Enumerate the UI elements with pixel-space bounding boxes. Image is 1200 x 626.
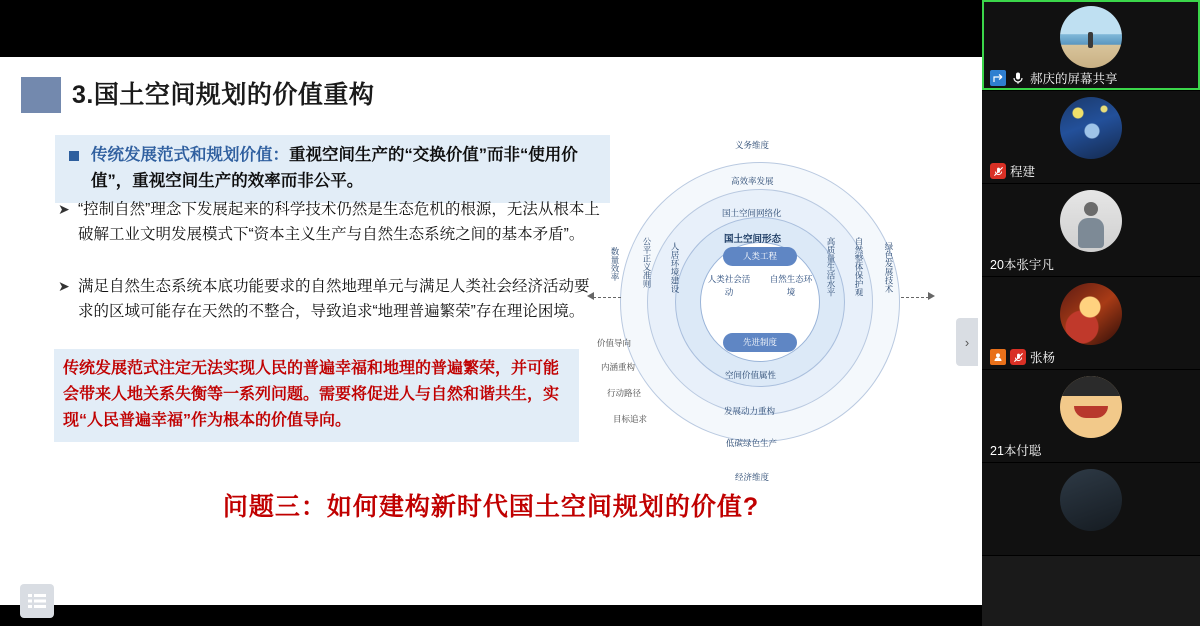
participant-name-row-2: [982, 255, 1200, 273]
question-heading: 问题三：如何建构新时代国土空间规划的价值?: [222, 493, 760, 521]
participant-tile-2[interactable]: [982, 184, 1200, 277]
diagram-top-axis-label: 义务维度: [735, 140, 770, 150]
diagram-core-left: 人类社会活动: [707, 274, 751, 297]
diagram-core-top: 人类工程: [723, 247, 797, 266]
highlight-box-text: [91, 143, 600, 194]
diagram-annotation-3: 目标追求: [613, 414, 648, 424]
diagram-left-arrow-icon: [587, 292, 594, 300]
avatar: [1060, 6, 1122, 68]
bullet-item-1-text: “控制自然”理念下发展起来的科学技术仍然是生态危机的根源，无法从根本上破解工业文明发展模式下“资本主义生产与自然生态系统之间的基本矛盾”。: [78, 201, 600, 244]
avatar: [1060, 283, 1122, 345]
diagram-label-2: 国土空间形态: [724, 234, 782, 245]
screen-share-icon: [990, 70, 1006, 86]
host-badge-icon: [990, 349, 1006, 365]
avatar: [1060, 469, 1122, 531]
diagram-label-1: 国土空间网络化: [722, 208, 782, 218]
participant-name-1: 程建: [1010, 165, 1036, 179]
participant-strip[interactable]: [982, 0, 1200, 626]
diagram-right-label-0: 高质量生活水平: [826, 237, 836, 297]
slide-content: [10, 57, 972, 605]
arrow-bullet-icon: ➤: [58, 278, 70, 294]
participant-name-row-4: [982, 441, 1200, 459]
participant-name-row-0: [982, 69, 1200, 87]
bullet-item-1: [58, 197, 603, 247]
participant-tile-1[interactable]: [982, 91, 1200, 184]
presentation-slide: [0, 57, 982, 605]
list-icon: [28, 594, 46, 608]
participant-tile-4[interactable]: [982, 370, 1200, 463]
diagram-right-label-2: 绿色发展技术: [884, 242, 894, 293]
participant-tile-0[interactable]: [982, 0, 1200, 91]
participant-name-0: 郝庆的屏幕共享: [1030, 72, 1118, 86]
slide-list-button[interactable]: [20, 584, 54, 618]
diagram-right-arrow-icon: [928, 292, 935, 300]
avatar: [1060, 190, 1122, 252]
avatar: [1060, 97, 1122, 159]
diagram-label-4: 发展动力重构: [724, 406, 776, 416]
diagram-bottom-axis-label: 经济维度: [735, 472, 770, 482]
mic-muted-icon: [1010, 349, 1026, 365]
diagram-label-3: 空间价值属性: [725, 370, 777, 380]
highlight-box: [55, 135, 610, 203]
diagram-label-5: 低碳绿色生产: [726, 438, 778, 448]
diagram-core-bottom: 先进制度: [723, 333, 797, 352]
square-bullet-icon: [69, 151, 79, 161]
diagram-right-label-1: 自然整体保护观: [854, 237, 864, 297]
diagram-left-label-1: 公平正义准则: [642, 237, 652, 288]
participant-tile-5[interactable]: [982, 463, 1200, 556]
diagram-core-right: 自然生态环境: [769, 274, 813, 297]
participant-name-4: 21本付聪: [990, 444, 1042, 458]
diagram-left-label-0: 数量效率: [610, 247, 620, 281]
diagram-annotation-0: 价值导向: [597, 338, 632, 348]
diagram-annotation-2: 行动路径: [607, 388, 642, 398]
mic-icon: [1010, 70, 1026, 86]
bullet-item-2: [58, 274, 603, 324]
highlight-box-lead: 传统发展范式和规划价值：: [91, 146, 289, 164]
title-accent-bar: [21, 77, 61, 113]
bullet-item-2-text: 满足自然生态系统本底功能要求的自然地理单元与满足人类社会经济活动要求的区域可能存在天然的不整合，导致追求“地理普遍繁荣”存在理论困境。: [78, 278, 590, 321]
participant-name-row-1: [982, 162, 1200, 180]
conclusion-box: 传统发展范式注定无法实现人民的普遍幸福和地理的普遍繁荣，并可能会带来人地关系失衡等一系列问题。需要将促进人与自然和谐共生，实现“人民普遍幸福”作为根本的价值导向。: [54, 349, 579, 442]
panel-collapse-handle[interactable]: ›: [956, 318, 978, 366]
diagram-core-middle: [705, 273, 815, 299]
diagram-left-label-2: 人居环境建设: [670, 242, 680, 293]
participant-name-row-3: [982, 348, 1200, 366]
diagram-right-dash: [901, 297, 929, 298]
mic-muted-icon: [990, 163, 1006, 179]
concentric-diagram: [585, 137, 970, 507]
participant-name-2: 20本张宇凡: [990, 258, 1054, 272]
participant-name-3: 张杨: [1030, 351, 1056, 365]
slide-title: 3.国土空间规划的价值重构: [72, 81, 375, 109]
diagram-left-dash: [593, 297, 621, 298]
participant-tile-3[interactable]: [982, 277, 1200, 370]
diagram-annotation-1: 内涵重构: [601, 362, 636, 372]
arrow-bullet-icon: ➤: [58, 201, 70, 217]
avatar: [1060, 376, 1122, 438]
diagram-label-0: 高效率发展: [731, 176, 774, 186]
highlight-box-rest: 重视空间生产的“交换价值”而非“使用价值”，重视空间生产的效率而非公平。: [91, 146, 578, 190]
